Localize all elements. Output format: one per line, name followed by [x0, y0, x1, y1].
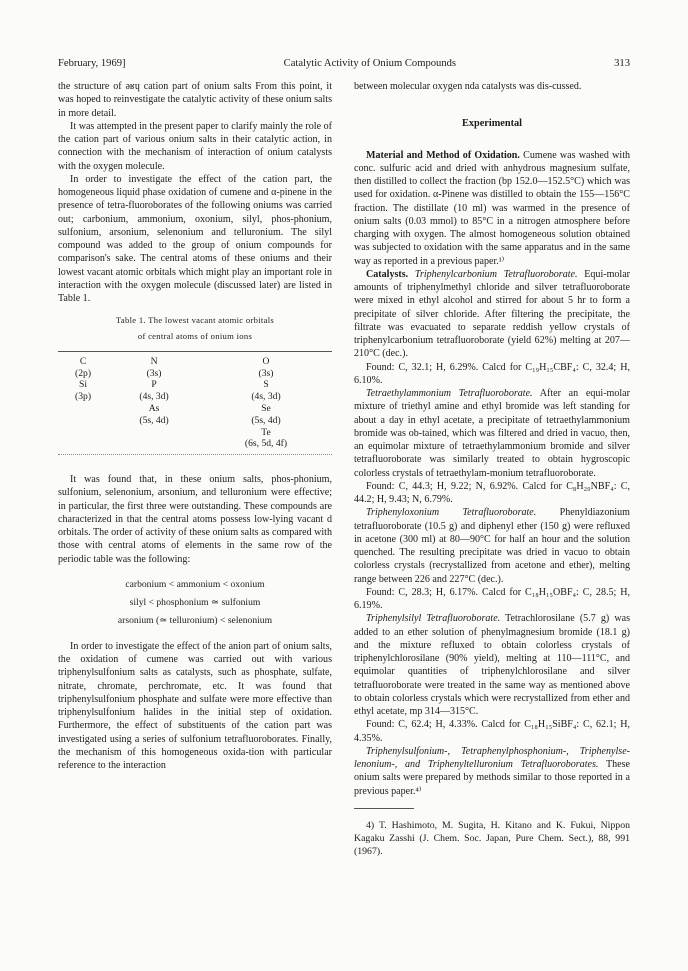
compound-name: Triphenylsulfonium-, Tetraphenylphosphonium-, Triphenylse-lenonium-, and Triphenyltelluronium Tetrafluoroborates.	[354, 745, 630, 770]
table-cell: S	[263, 379, 269, 391]
table-cell: C	[79, 355, 87, 367]
paragraph-body: Tetrachlorosilane (5.7 g) was added to an ether solution of phenylmagnesium bromide (18.1 g) and the mixture refluxed to obtain colorless crystals of triphenylchlorosilane (90% yield), melting at 110—111°C, and equimolar quantities of triphenylchlorosilane and silver tetrafluoroborate were treated in the same way as mentioned above to obtain colorless crystals which were recrystallized from ether and ethyl acetate, mp 314—315°C.	[354, 613, 630, 717]
table-cell: (6s, 5d, 4f)	[244, 438, 288, 450]
table-cell: Te	[261, 426, 271, 438]
table-cell: As	[148, 402, 160, 414]
analysis-result: Found: C, 62.4; H, 4.33%. Calcd for C₁₈H₁₅SiBF₄: C, 62.1; H, 4.35%.	[354, 719, 630, 744]
paragraph	[354, 745, 630, 798]
table-cell: (4s, 3d)	[251, 391, 281, 403]
table-cell: N	[150, 355, 158, 367]
header-page-number: 313	[614, 58, 630, 69]
analysis-result: Found: C, 32.1; H, 6.29%. Calcd for C₁₉H₁₅CBF₄: C, 32.4; H, 6.10%.	[354, 361, 630, 386]
paragraph	[354, 268, 630, 361]
table-cell: (4s, 3d)	[139, 391, 169, 403]
table-cell: (3p)	[75, 391, 92, 403]
running-header	[58, 58, 630, 69]
table-cell: P	[151, 379, 157, 391]
analysis-result: Found: C, 44.3; H, 9.22; N, 6.92%. Calcd for C₈H₂₀NBF₄: C, 44.2; H, 9.43; N, 6.79%.	[354, 480, 630, 505]
table-cell: Se	[261, 402, 271, 414]
paragraph-body: Equi-molar amounts of triphenylmethyl chloride and silver tetrafluoroborate were mixed in ethyl alcohol and stirred for about 5 hr to form a precipitate of silver chloride. After filtering the precipitate, the filtrate was evacuated to separate reddish yellow crystals of triphenylcarbonium tetrafluoroborate (yield 62%) melting at 207—210°C (dec.).	[354, 268, 631, 360]
paragraph-body: Phenyldiazonium tetrafluoroborate (10.5 g) and diphenyl ether (150 g) were refluxed in acetone (300 ml) at 80—90°C for half an hour and the solution quenched. The resulting precipitate was dried in vacuo to obtain colorless crystals (recrystallized from acetone and ether), melting range between 226 and 227°C (dec.).	[354, 507, 630, 585]
table-top-rule	[58, 351, 332, 352]
paragraph-body: These onium salts were prepared by methods similar to those reported in a previous paper.⁴⁾	[354, 759, 630, 797]
table-cell: O	[262, 355, 270, 367]
table-row	[58, 391, 332, 403]
activity-order-line: carbonium < ammonium < oxonium	[125, 578, 265, 590]
paragraph	[354, 506, 630, 586]
right-column	[354, 80, 630, 858]
table-cell	[58, 438, 108, 450]
paragraph: In order to investigate the effect of the cation part, the homogeneous liquid phase oxidation of cumene and α-pinene in the presence of tetra-fluoroborates of the following oniums was carried out; carbonium, ammonium, oxonium, silyl, phos-phonium, sulfonium, arsonium, selenonium and telluronium. The silyl compound was added to the group of onium compounds for comparison's sake. The central atoms of these oniums and their lowest vacant atomic orbitals which might play an important role in interaction with the oxygen molecule (discussed later) are listed in Table 1.	[58, 173, 332, 304]
left-column	[58, 80, 332, 772]
activity-order-line: silyl < phosphonium ≃ sulfonium	[129, 596, 261, 608]
table-cell: (3s)	[146, 367, 162, 379]
paragraph: In order to investigate the effect of the anion part of onium salts, the oxidation of cumene was carried out with various triphenylsulfonium salts as catalysts, such as phosphate, sulfate, nitrate, chromate, perchromate, etc. It was found that triphenylsulfonium phosphate and sulfate were more effective than triphenylsulfonium halides in the initial step of oxidation. Furthermore, the effect of substituents of the cation part was investigated using a series of sulfonium tetrafluoroborates. Finally, the mechanism of this homogeneous oxida-tion with particular reference to the interaction	[58, 640, 332, 772]
table-row	[58, 438, 332, 450]
table-row	[58, 379, 332, 391]
compound-name: Triphenylcarbonium Tetrafluoroborate.	[414, 268, 578, 280]
table-row	[58, 427, 332, 439]
table-row	[58, 403, 332, 415]
paragraph: It was attempted in the present paper to clarify mainly the role of the cation part of various onium salts in their catalytic action, in connection with the mechanism of interaction of onium catalysts with the oxygen molecule.	[58, 120, 332, 172]
table-cell: (5s, 4d)	[139, 414, 169, 426]
table-cell: (2p)	[75, 367, 92, 379]
table-cell	[58, 403, 108, 415]
table-cell	[108, 438, 200, 450]
compound-name: Tetraethylammonium Tetrafluoroborate.	[366, 388, 533, 399]
table-row	[58, 368, 332, 380]
compound-name: Triphenylsilyl Tetrafluoroborate.	[366, 613, 501, 625]
paragraph-body: After an equi-molar mixture of triethyl amine and ethyl bromide was left standing for about a day in ethyl acetate, a precipitate of tetraethylammonium bromide was ob-tained, which was filtered and dried in vacuo, then, an equimolar mixture of tetraethylammonium bromide and silver tetrafluoroborate was similarly treated to obtain hygroscopic colorless crystals of tetraethylam-monium tetrafluoroborate.	[354, 388, 630, 479]
table-caption: Table 1. The lowest vacant atomic orbitals	[115, 315, 275, 326]
table-row	[58, 356, 332, 368]
activity-order-line: arsonium (≃ telluronium) < selenonium	[117, 614, 273, 626]
compound-name: Triphenyloxonium Tetrafluoroborate.	[366, 507, 537, 519]
table-cell	[58, 427, 108, 439]
orbital-table	[58, 356, 332, 450]
reference-rule	[354, 808, 414, 809]
paragraph: between molecular oxygen nda catalysts was dis-cussed.	[354, 81, 582, 92]
subsection-heading: Material and Method of Oxidation.	[366, 149, 520, 161]
paragraph	[354, 387, 630, 480]
analysis-result: Found: C, 28.3; H, 6.17%. Calcd for C₁₈H₁₅OBF₄: C, 28.5; H, 6.19%.	[354, 586, 630, 611]
reference: 4) T. Hashimoto, M. Sugita, H. Kitano and K. Fukui, Nippon Kagaku Zasshi (J. Chem. Soc. Japan, Pure Chem. Sect.), 88, 991 (1967).	[354, 819, 630, 857]
table-cell	[108, 427, 200, 439]
table-cell: (3s)	[258, 367, 274, 379]
table-caption-line2: of central atoms of onium ions	[137, 330, 253, 341]
table-bottom-rule	[58, 454, 332, 455]
paragraph: the structure of əʁɥ cation part of onium salts From this point, it was hoped to reinvestigate the catalytic activity of these onium salts in more detail.	[58, 81, 332, 119]
header-date: February, 1969]	[58, 58, 126, 69]
header-title: Catalytic Activity of Onium Compounds	[283, 58, 457, 69]
paragraph	[354, 612, 630, 718]
table-cell: Si	[79, 379, 88, 391]
paragraph: It was found that, in these onium salts, phos-phonium, sulfonium, selenonium, arsonium, and telluronium were effective; in particular, the first three were outstanding. These compounds are characterized in that the central atoms possess low-lying vacant d orbitals. The order of activity of these onium salts as compared with those with central atoms of elements in the same row of the periodic table was the following:	[58, 474, 332, 565]
paragraph	[354, 149, 630, 268]
table-cell: (5s, 4d)	[251, 414, 281, 426]
section-title: Experimental	[461, 118, 523, 130]
paragraph-body: Cumene was washed with conc. sulfuric acid and dried with anhydrous magnesium sulfate, then distilled to collect the fraction (bp 152.0—152.5°C) which was used for oxidation. α-Pinene was distilled to obtain the 155—156°C fraction. The distillate (10 ml) was warmed in the presence of onium salts (0.03 mmol) to 85°C in a nitrogen atmosphere before charging with oxygen. The almost homogeneous solution obtained was subjected to oxidation with the same apparatus and in the same way as reported in a previous paper.¹⁾	[354, 149, 631, 267]
table-row	[58, 415, 332, 427]
table-cell	[58, 415, 108, 427]
subsection-heading: Catalysts.	[366, 268, 409, 280]
activity-order	[58, 576, 332, 630]
